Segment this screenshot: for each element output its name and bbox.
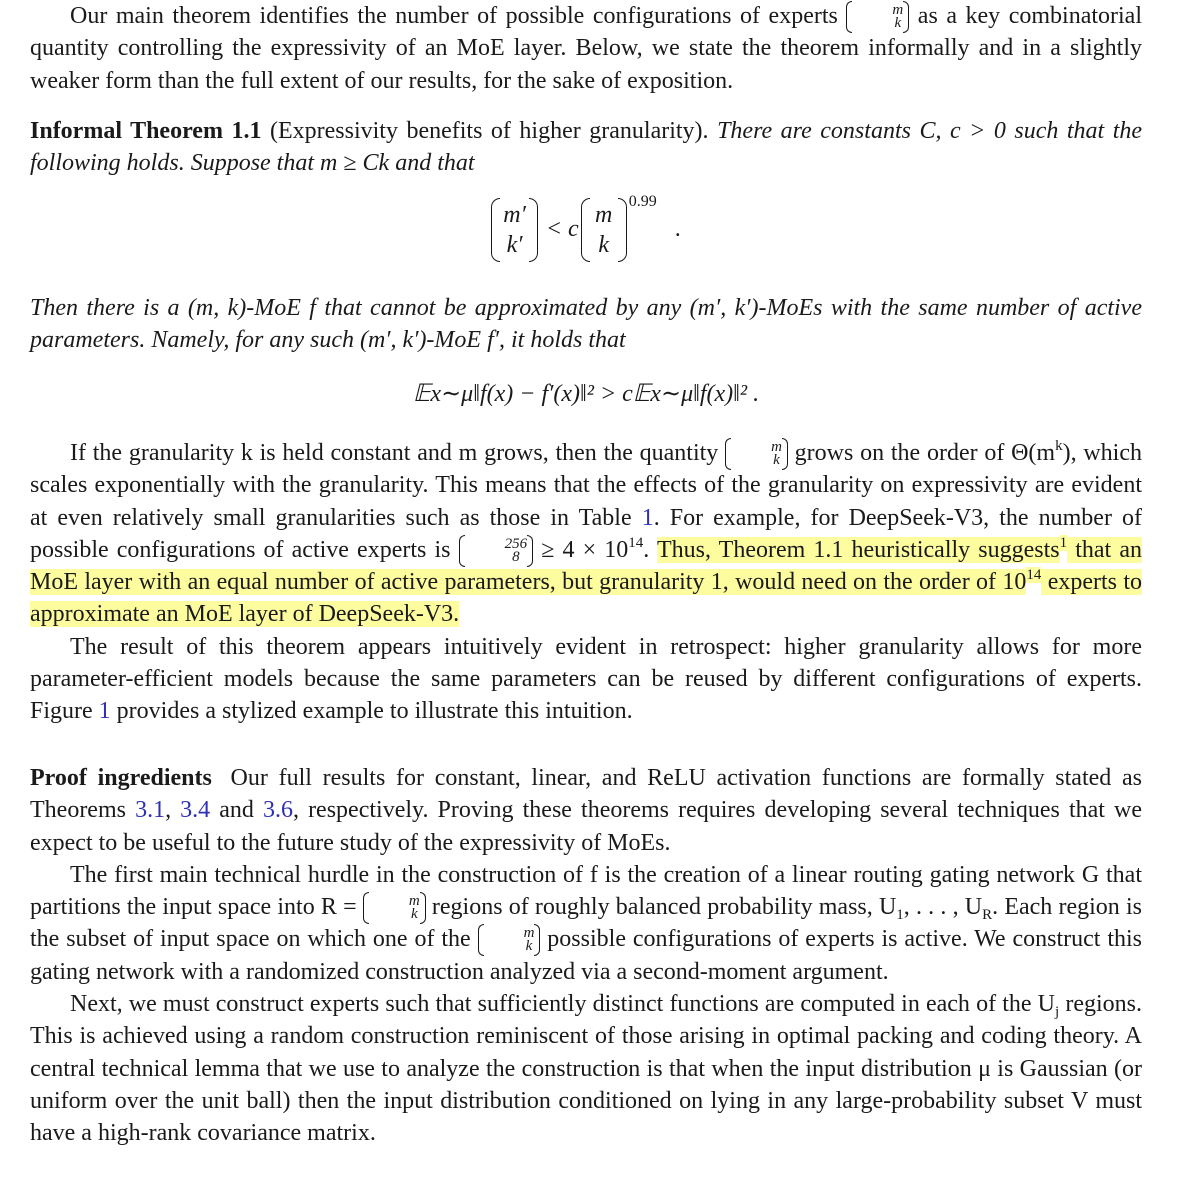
binom-bottom: 8: [512, 548, 520, 565]
theorem-title: (Expressivity benefits of higher granularity).: [269, 118, 709, 144]
eq1-rhs-top: m: [595, 202, 613, 229]
theorem-3-1-link[interactable]: 3.1: [135, 797, 166, 824]
highlighted-text-a: Thus, Theorem 1.1 heuristically suggests: [656, 536, 1060, 563]
theorem-3-6-link[interactable]: 3.6: [262, 797, 293, 824]
theorem-statement-b: such that the following holds. Suppose that: [30, 118, 1143, 177]
p5-text-c: , . . . , U: [903, 894, 983, 921]
eq1-rhs-bottom: k: [598, 232, 610, 259]
p2-text-a: If the granularity k is held constant and m grows, then the quantity: [70, 440, 726, 466]
eq1-relation: < c: [545, 216, 579, 242]
highlighted-text-b: that an MoE layer with an equal number of active parameters, but granularity 1, would need on the order of 10: [30, 536, 1142, 596]
proof-text-a: Our full results for constant, linear, and ReLU activation functions are formally stated as Theorems: [30, 765, 1142, 824]
granularity-paragraph: [30, 437, 1142, 728]
eq1-lhs-bottom: k′: [506, 232, 523, 259]
binom-top: m: [892, 2, 904, 18]
equation-binomial-inequality: [30, 193, 1142, 260]
binom-top: 256: [504, 535, 528, 552]
table-1-link[interactable]: 1: [641, 504, 654, 531]
eq1-exponent: 0.99: [628, 193, 657, 210]
highlighted-exp-14: 14: [1026, 567, 1042, 584]
p2-exp-14: 14: [628, 534, 644, 551]
theorem-statement-c: and that: [389, 150, 475, 177]
p5-sub-r: R: [982, 907, 993, 924]
theorem-3-4-link[interactable]: 3.4: [180, 797, 211, 824]
binom-bottom: k: [410, 906, 418, 923]
p2-text-b: grows on the order of Θ(m: [787, 440, 1056, 466]
highlighted-text-c: experts to approximate an MoE layer of DeepSeek-V3.: [30, 569, 1142, 628]
eq1-rhs-binom: [581, 200, 627, 260]
binom-bottom: k: [525, 938, 533, 955]
binom-bottom: k: [894, 15, 902, 31]
p2-text-c: ), which scales exponentially with the granularity. This means that the effects of the granularity on expressivity are evident at even relatively small granularities such as those in Table: [30, 440, 1142, 531]
binom-m-k: [846, 4, 909, 30]
p5-text-a: The first main technical hurdle in the construction of f is the creation of a linear routing gating network G that partitions the input space into R =: [30, 861, 1142, 921]
figure-1-link[interactable]: 1: [98, 698, 111, 725]
binom-256-8: [459, 535, 534, 565]
p6-text-a: Next, we must construct experts such that sufficiently distinct functions are computed in each of the U: [70, 991, 1056, 1018]
theorem-block: [30, 115, 1142, 180]
p6-text-b: regions. This is achieved using a random construction reminiscent of those arising in optimal packing and coding theory. A central technical lemma that we use to analyze the construction is that when the input distribution μ is Gaussian (or uniform over the unit ball) then the input distribution conditioned on lying in any large-probability subset V must have a high-rank covariance matrix.: [30, 991, 1142, 1147]
binom-m-k-4: [478, 927, 541, 953]
p5-text-e: possible configurations of experts is active. We construct this gating network with a randomized construction analyzed via a second-moment argument.: [30, 926, 1142, 985]
theorem-statement-a: There are constants: [717, 118, 920, 144]
proof-heading: Proof ingredients: [30, 765, 212, 791]
p2-text-f: .: [643, 536, 657, 563]
binom-m-k-3: [363, 895, 426, 921]
intro-paragraph: [30, 0, 1142, 97]
footnote-1-marker[interactable]: 1: [1059, 534, 1068, 551]
binom-top: m: [771, 439, 782, 455]
proof-sep-2: and: [210, 797, 263, 824]
p2-text-e: ≥ 4 × 10: [533, 536, 629, 563]
p3-text-b: provides a stylized example to illustrate this intuition.: [110, 698, 633, 725]
intro-text-a: Our main theorem identifies the number of possible configurations of experts: [70, 3, 847, 29]
p5-sub-1: 1: [896, 907, 904, 924]
binom-m-k-2: [725, 441, 788, 467]
binom-bottom: k: [773, 452, 780, 468]
p2-text-d: . For example, for DeepSeek-V3, the number of possible configurations of active experts is: [30, 504, 1142, 563]
eq1-end: .: [674, 216, 681, 242]
p5-text-b: regions of roughly balanced probability mass, U: [425, 894, 897, 921]
proof-ingredients-section: [30, 762, 1142, 1150]
theorem-conclusion: [30, 292, 1142, 357]
equation-expectation: 𝔼x∼μ‖f(x) − f′(x)‖² > c𝔼x∼μ‖f(x)‖² .: [412, 381, 760, 407]
theorem-label: Informal Theorem 1.1: [30, 118, 262, 144]
eq1-lhs-top: m′: [503, 202, 526, 229]
p3-text-a: The result of this theorem appears intuitively evident in retrospect: higher granularity allows for more parameter-efficient models because the same parameters can be reused by different configurations of experts. Figure: [30, 633, 1142, 725]
intro-text-b: as a key combinatorial quantity controlling the expressivity of an MoE layer. Below, we state the theorem informally and in a slightly weaker form than the full extent of our results, for the sake of exposition.: [30, 3, 1142, 94]
proof-sep-1: ,: [165, 797, 181, 824]
proof-text-b: , respectively. Proving these theorems requires developing several techniques that we expect to be useful to the future study of the expressivity of MoEs.: [30, 797, 1143, 856]
eq1-lhs-binom: [491, 200, 538, 260]
binom-top: m: [523, 925, 535, 942]
p6-sub-j: j: [1055, 1004, 1060, 1021]
theorem-constants: C, c > 0: [919, 118, 1006, 144]
binom-top: m: [408, 893, 420, 910]
p5-text-d: . Each region is the subset of input space on which one of the: [30, 894, 1142, 953]
theorem-conclusion-text: Then there is a (m, k)-MoE f that cannot be approximated by any (m′, k′)-MoEs with the same number of active parameters. Namely, for any such (m′, k′)-MoE f′, it holds that: [30, 295, 1142, 354]
p2-exp-k: k: [1055, 438, 1063, 454]
theorem-condition: m ≥ Ck: [320, 150, 390, 177]
